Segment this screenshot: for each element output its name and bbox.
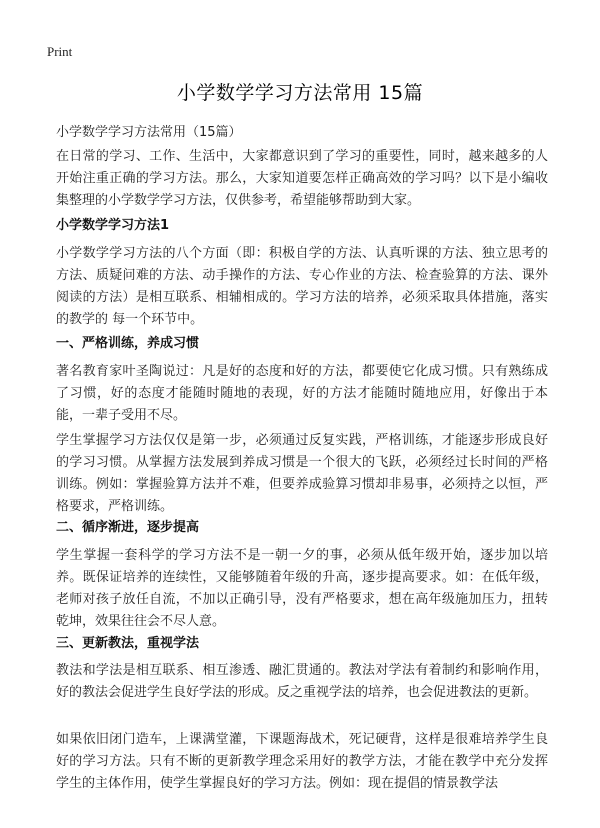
paragraph-3: 学生掌握一套科学的学习方法不是一朝一夕的事，必须从低年级开始，逐步加以培养。既保证培养的连续性，又能够随着年级的升高，逐步提高要求。如：在低年级，老师对孩子放任自流，不加以正确引导，没有严格要求，想在高年级施加压力，扭转乾坤，效果往往会不尽人意。 [56, 548, 548, 629]
document-subtitle: 小学数学学习方法常用（15篇） [56, 125, 242, 140]
page-title: 小学数学学习方法常用 15篇 [176, 82, 424, 104]
paragraph-1: 著名教育家叶圣陶说过：凡是好的态度和好的方法，都要使它化成习惯。只有熟练成了习惯，好的态度才能随时随地的表现，好的方法才能随时随地应用，好像出于本能，一辈子受用不尽。 [56, 364, 548, 423]
print-label: Print [47, 44, 73, 59]
paragraph-5: 如果依旧闭门造车，上课满堂灌，下课题海战术，死记硬背，这样是很难培养学生良好的学习方法。只有不断的更新教学理念采用好的教学方法，才能在教学中充分发挥学生的主体作用，使学生掌握良好的学习方法。例如：现在提倡的情景教学法 [56, 732, 548, 791]
intro-paragraph: 在日常的学习、工作、生活中，大家都意识到了学习的重要性，同时，越来越多的人开始注重正确的学习方法。那么，大家知道要怎样正确高效的学习吗？以下是小编收集整理的小学数学学习方法，仅供参考，希望能够帮助到大家。 [56, 149, 548, 208]
section-heading-1: 一、严格训练，养成习惯 [56, 336, 200, 351]
paragraph-2: 学生掌握学习方法仅仅是第一步，必须通过反复实践，严格训练，才能逐步形成良好的学习习惯。从掌握方法发展到养成习惯是一个很大的飞跃，必须经过长时间的严格训练。例如：掌握验算方法并不难，但要养成验算习惯却非易事，必须持之以恒，严格要求，严格训练。 [56, 433, 548, 514]
section-heading-3: 三、更新教法，重视学法 [56, 636, 200, 651]
paragraph-4: 教法和学法是相互联系、相互渗透、融汇贯通的。教法对学法有着制约和影响作用，好的教法会促进学生良好学法的形成。反之重视学法的培养，也会促进教法的更新。 [56, 663, 548, 700]
section-paragraph: 小学数学学习方法的八个方面（即：积极自学的方法、认真听课的方法、独立思考的方法、质疑问难的方法、动手操作的方法、专心作业的方法、检查验算的方法、课外阅读的方法）是相互联系、相辅相成的。学习方法的培养，必须采取具体措施，落实的教学的 每一个环节中。 [56, 246, 548, 327]
section-heading-2: 二、循序渐进，逐步提高 [56, 520, 200, 535]
section-title: 小学数学学习方法1 [56, 218, 170, 233]
